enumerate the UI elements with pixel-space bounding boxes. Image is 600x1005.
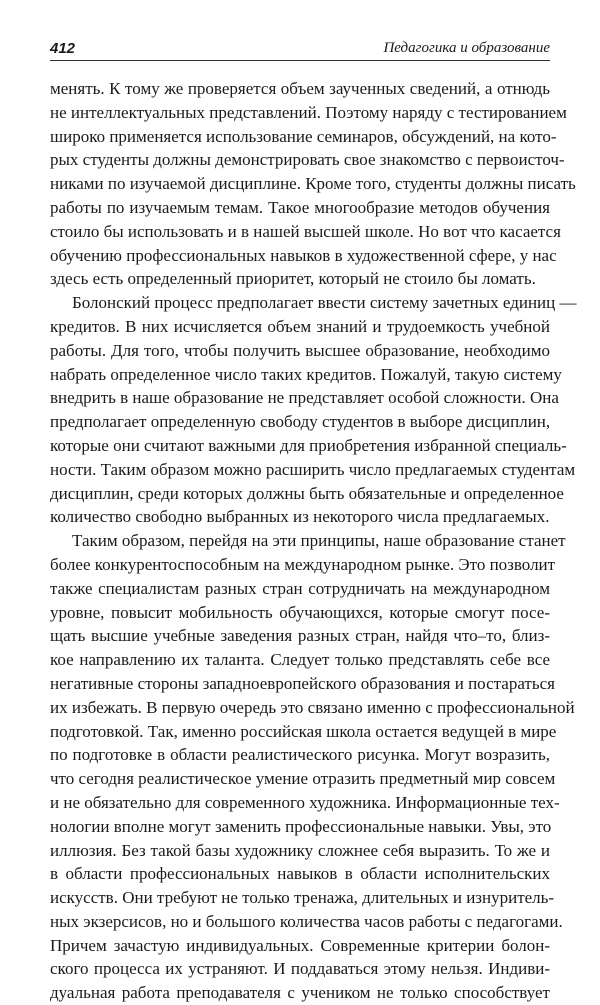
text-line: рых студенты должны демонстрировать свое знакомство с первоисточ- xyxy=(50,150,565,170)
text-line: никами по изучаемой дисциплине. Кроме того, студенты должны писать xyxy=(50,174,576,194)
text-line: ности. Таким образом можно расширить число предлагаемых студентам xyxy=(50,459,576,479)
text-line: что сегодня реалистическое умение отразить предметный мир совсем xyxy=(50,769,556,789)
text-line: их избежать. В первую очередь это связано именно с профессиональной xyxy=(50,697,575,717)
text-line: Болонский процесс предполагает ввести систему зачетных единиц — xyxy=(72,293,577,313)
page-number: 412 xyxy=(50,40,76,57)
text-line: внедрить в наше образование не представляет особой сложности. Она xyxy=(50,388,559,408)
text-line: ского процесса их устраняют. И поддаваться этому нельзя. Индиви- xyxy=(50,959,550,979)
text-line: в области профессиональных навыков в области исполнительских xyxy=(50,864,550,884)
text-line: стоило бы использовать и в нашей высшей школе. Но вот что касается xyxy=(50,221,561,241)
text-line: подготовкой. Так, именно российская школа остается ведущей в мире xyxy=(50,721,557,741)
text-line: кое направлению их таланта. Следует только представлять себе все xyxy=(50,650,550,670)
text-line: не интеллектуальных представлений. Поэтому наряду с тестированием xyxy=(50,102,567,122)
book-page xyxy=(50,38,577,1005)
text-line: и не обязательно для современного художника. Информационные тех- xyxy=(50,792,560,812)
text-line: количество свободно выбранных из некоторого числа предлагаемых. xyxy=(50,507,550,527)
text-line: обучению профессиональных навыков в художественной сфере, у нас xyxy=(50,245,557,265)
text-line: щать высшие учебные заведения разных стран, найдя что–то, близ- xyxy=(50,626,550,646)
text-line: менять. К тому же проверяется объем заученных сведений, а отнюдь xyxy=(50,79,550,98)
paragraph xyxy=(50,77,576,291)
text-line: набрать определенное число таких кредитов. Пожалуй, такую систему xyxy=(50,364,562,384)
text-line: также специалистам разных стран сотрудничать на международном xyxy=(50,578,550,598)
text-line: Причем зачастую индивидуальных. Современные критерии болон- xyxy=(50,935,550,955)
text-line: здесь есть определенный приоритет, который не стоило бы ломать. xyxy=(50,269,536,289)
text-line: работы по изучаемым темам. Такое многообразие методов обучения xyxy=(50,197,550,217)
text-line: широко применяется использование семинаров, обсуждений, на кото- xyxy=(50,126,557,146)
text-line: нологии вполне могут заменить профессиональные навыки. Увы, это xyxy=(50,816,552,836)
text-line: негативные стороны западноевропейского образования и постараться xyxy=(50,673,555,693)
text-line: которые они считают важными для приобретения избранной специаль- xyxy=(50,435,567,455)
paragraph xyxy=(50,529,575,1005)
text-line: уровне, повысит мобильность обучающихся, которые смогут посе- xyxy=(50,602,550,622)
text-line: дисциплин, среди которых должны быть обязательные и определенное xyxy=(50,483,564,503)
text-line: иллюзия. Без такой базы художнику сложнее себя выразить. То же и xyxy=(50,840,550,860)
text-line: дуальная работа преподавателя с учеником не только способствует xyxy=(50,983,550,1003)
paragraph xyxy=(50,291,577,529)
text-line: по подготовке в области реалистического рисунка. Могут возразить, xyxy=(50,745,550,765)
running-title: Педагогика и образование xyxy=(383,40,550,56)
text-line: кредитов. В них исчисляется объем знаний и трудоемкость учебной xyxy=(50,316,550,336)
page-header xyxy=(50,38,550,61)
body-text xyxy=(50,77,577,1005)
text-line: предполагает определенную свободу студентов в выборе дисциплин, xyxy=(50,412,551,432)
text-line: ных экзерсисов, но и большого количества часов работы с педагогами. xyxy=(50,911,563,931)
text-line: более конкурентоспособным на международном рынке. Это позволит xyxy=(50,554,556,574)
text-line: Таким образом, перейдя на эти принципы, наше образование станет xyxy=(72,531,566,551)
text-line: работы. Для того, чтобы получить высшее образование, необходимо xyxy=(50,340,550,360)
text-line: искусств. Они требуют не только тренажа, длительных и изнуритель- xyxy=(50,888,555,908)
